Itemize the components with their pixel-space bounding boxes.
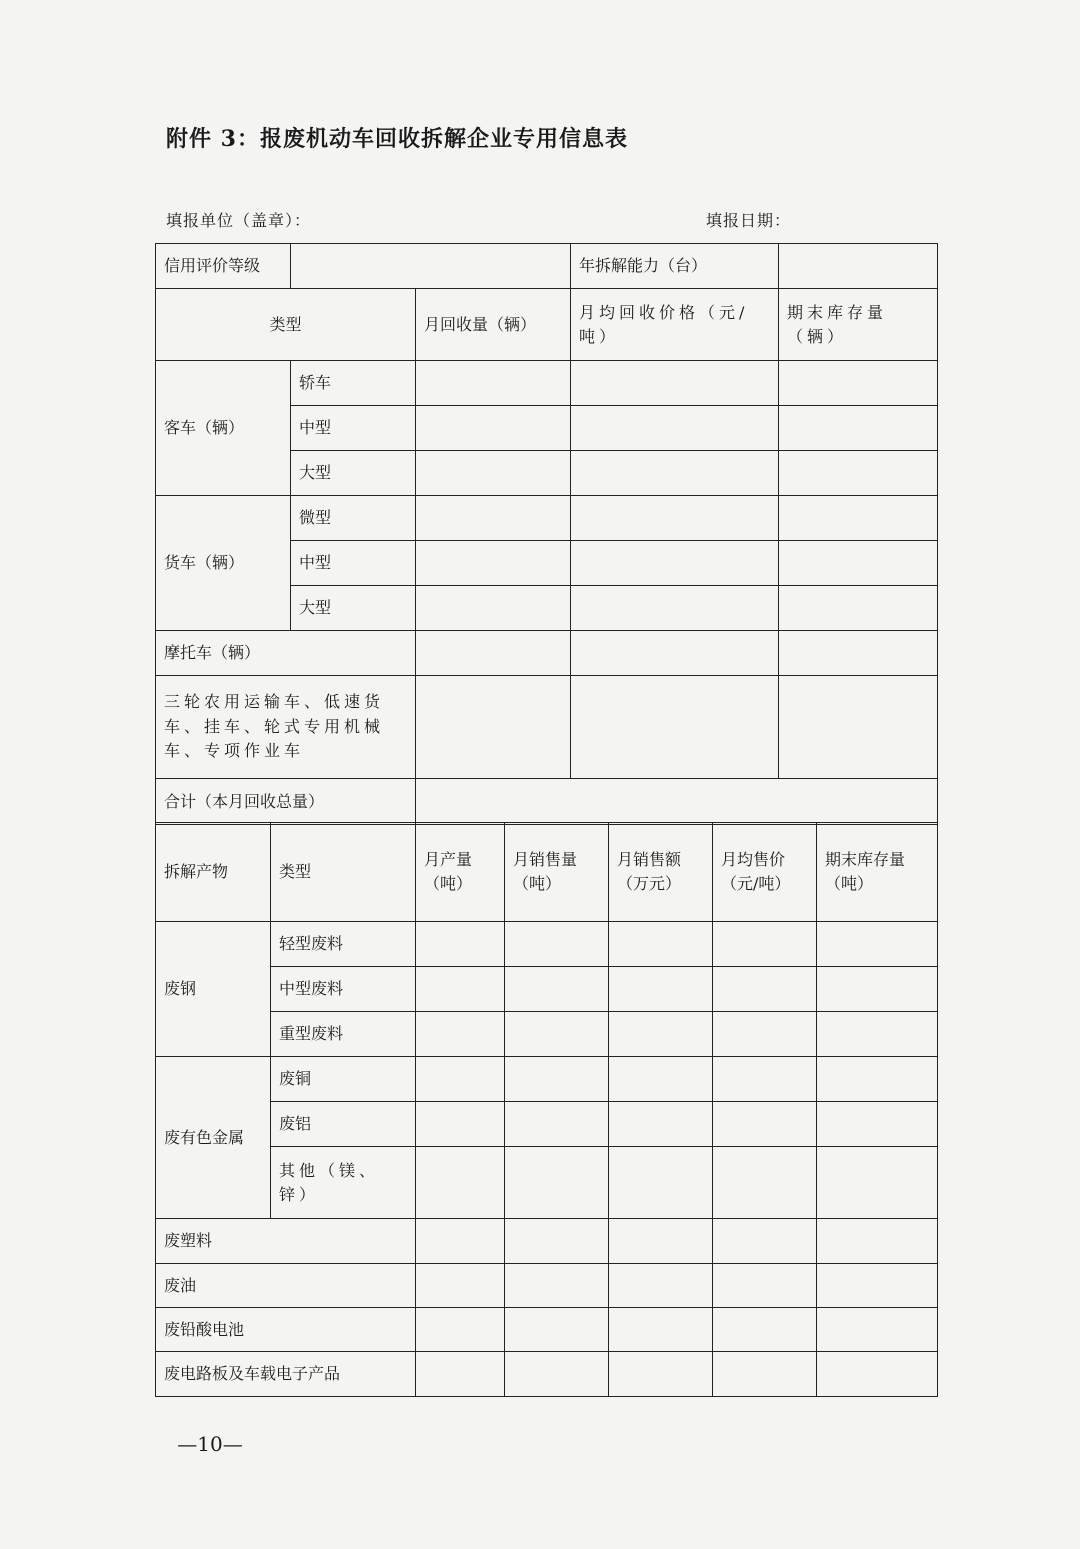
cell[interactable] [817,1308,938,1352]
steel-type-light: 轻型废料 [271,922,416,967]
cell[interactable] [416,496,571,541]
dismantled-products-table [155,822,938,1397]
monthly-revenue-header: 月销售额（万元） [609,823,713,922]
monthly-recovery-header: 月回收量（辆） [416,289,571,361]
cell[interactable] [817,1264,938,1308]
cell[interactable] [779,631,938,676]
product-lead-acid-battery: 废铅酸电池 [156,1308,416,1352]
cell[interactable] [416,676,571,779]
motorcycle-label: 摩托车（辆） [156,631,416,676]
cell[interactable] [713,1308,817,1352]
product-circuit-boards: 废电路板及车载电子产品 [156,1352,416,1397]
product-header: 拆解产物 [156,823,271,922]
cell[interactable] [416,1352,505,1397]
monthly-sales-header: 月销售量（吨） [505,823,609,922]
cell[interactable] [416,967,505,1012]
cell[interactable] [505,1057,609,1102]
nonferrous-type-copper: 废铜 [271,1057,416,1102]
cell[interactable] [779,541,938,586]
avg-recovery-price-header: 月均回收价格（元/吨） [571,289,779,361]
cell[interactable] [817,1219,938,1264]
monthly-output-header: 月产量（吨） [416,823,505,922]
cell[interactable] [416,541,571,586]
cell[interactable] [713,1102,817,1147]
credit-rating-value[interactable] [291,244,571,289]
cell[interactable] [817,1102,938,1147]
cell[interactable] [609,967,713,1012]
steel-type-heavy: 重型废料 [271,1012,416,1057]
cell[interactable] [609,1219,713,1264]
passenger-type-medium: 中型 [291,406,416,451]
nonferrous-type-other: 其他（镁、锌） [271,1147,416,1219]
cell[interactable] [505,1147,609,1219]
cell[interactable] [713,1352,817,1397]
type-header: 类型 [156,289,416,361]
cell[interactable] [779,451,938,496]
cell[interactable] [779,406,938,451]
passenger-group-label: 客车（辆） [156,361,291,496]
cell[interactable] [416,1308,505,1352]
truck-type-medium: 中型 [291,541,416,586]
cell[interactable] [609,1147,713,1219]
cell[interactable] [416,406,571,451]
filing-date-label: 填报日期： [706,211,792,230]
page-title: 附件 3：报废机动车回收拆解企业专用信息表 [166,126,628,152]
cell[interactable] [416,1264,505,1308]
credit-rating-label: 信用评价等级 [156,244,291,289]
cell[interactable] [416,361,571,406]
cell[interactable] [713,1147,817,1219]
cell[interactable] [416,586,571,631]
cell[interactable] [571,586,779,631]
truck-group-label: 货车（辆） [156,496,291,631]
cell[interactable] [571,496,779,541]
cell[interactable] [713,1012,817,1057]
cell[interactable] [713,922,817,967]
cell[interactable] [416,1219,505,1264]
cell[interactable] [505,967,609,1012]
cell[interactable] [609,1264,713,1308]
cell[interactable] [571,361,779,406]
cell[interactable] [505,1102,609,1147]
annual-capacity-label: 年拆解能力（台） [571,244,779,289]
avg-sale-price-header: 月均售价（元/吨） [713,823,817,922]
cell[interactable] [817,1057,938,1102]
cell[interactable] [779,361,938,406]
cell[interactable] [779,676,938,779]
cell[interactable] [571,406,779,451]
truck-type-large: 大型 [291,586,416,631]
cell[interactable] [416,1057,505,1102]
cell[interactable] [505,1219,609,1264]
nonferrous-type-aluminum: 废铝 [271,1102,416,1147]
cell[interactable] [571,541,779,586]
passenger-type-large: 大型 [291,451,416,496]
cell[interactable] [713,967,817,1012]
truck-type-mini: 微型 [291,496,416,541]
cell[interactable] [571,631,779,676]
cell[interactable] [713,1264,817,1308]
end-inventory-header: 期末库存量（辆） [779,289,938,361]
cell[interactable] [416,1147,505,1219]
cell[interactable] [817,1352,938,1397]
cell[interactable] [609,922,713,967]
cell[interactable] [817,967,938,1012]
cell[interactable] [779,586,938,631]
filing-unit-label: 填报单位（盖章）： [166,211,312,230]
cell[interactable] [817,1147,938,1219]
product-inventory-header: 期末库存量（吨） [817,823,938,922]
page-number: —10— [177,1432,243,1456]
cell[interactable] [609,1352,713,1397]
cell[interactable] [609,1308,713,1352]
cell[interactable] [416,1102,505,1147]
vehicle-recovery-table [155,243,938,825]
steel-group-label: 废钢 [156,922,271,1057]
cell[interactable] [505,922,609,967]
cell[interactable] [416,451,571,496]
cell[interactable] [609,1057,713,1102]
cell[interactable] [571,676,779,779]
cell[interactable] [713,1057,817,1102]
cell[interactable] [779,496,938,541]
steel-type-medium: 中型废料 [271,967,416,1012]
cell[interactable] [817,1012,938,1057]
product-plastic: 废塑料 [156,1219,416,1264]
cell[interactable] [609,1012,713,1057]
nonferrous-group-label: 废有色金属 [156,1057,271,1219]
cell[interactable] [713,1219,817,1264]
product-oil: 废油 [156,1264,416,1308]
cell[interactable] [416,922,505,967]
cell[interactable] [416,1012,505,1057]
other-vehicles-label: 三轮农用运输车、低速货车、挂车、轮式专用机械车、专项作业车 [156,676,416,779]
total-label: 合计（本月回收总量） [156,779,416,825]
cell[interactable] [505,1352,609,1397]
cell[interactable] [571,451,779,496]
total-value[interactable] [416,779,938,825]
cell[interactable] [817,922,938,967]
cell[interactable] [505,1308,609,1352]
annual-capacity-value[interactable] [779,244,938,289]
cell[interactable] [609,1102,713,1147]
cell[interactable] [505,1264,609,1308]
passenger-type-sedan: 轿车 [291,361,416,406]
cell[interactable] [416,631,571,676]
product-type-header: 类型 [271,823,416,922]
cell[interactable] [505,1012,609,1057]
